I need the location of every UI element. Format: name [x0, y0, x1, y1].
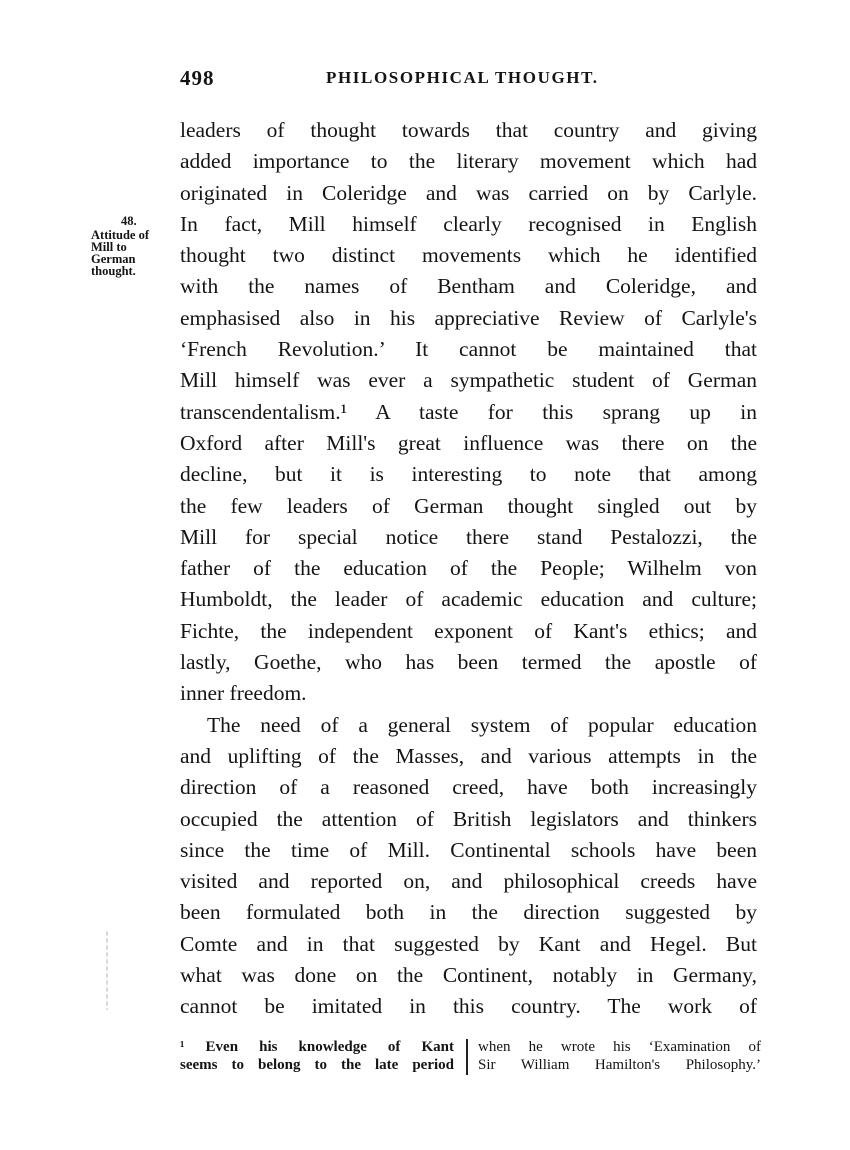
text-line: Humboldt, the leader of academic education and culture; [180, 587, 757, 612]
footnote-divider [466, 1039, 468, 1075]
text-line: In fact, Mill himself clearly recognised in English [180, 211, 757, 236]
text-line: ‘French Revolution.’ It cannot be maintained that [180, 337, 757, 362]
text-line: visited and reported on, and philosophical creeds have [180, 869, 757, 894]
text-line: Fichte, the independent exponent of Kant's ethics; and [180, 618, 757, 643]
text-line: Oxford after Mill's great influence was there on the [180, 430, 757, 455]
running-head [180, 66, 770, 90]
margin-note-line: Attitude of [91, 228, 149, 242]
text-line: and uplifting of the Masses, and various attempts in the [180, 743, 757, 768]
text-line: decline, but it is interesting to note that among [180, 462, 757, 487]
main-text [180, 115, 757, 1023]
margin-dots [106, 930, 108, 1010]
text-line: with the names of Bentham and Coleridge, and [180, 274, 757, 299]
footnote [180, 1038, 765, 1078]
text-line: inner freedom. [180, 681, 307, 706]
margin-note-line: thought. [91, 264, 136, 278]
footnote-line: ¹ Even his knowledge of Kant [180, 1039, 454, 1055]
text-line: direction of a reasoned creed, have both increasingly [180, 775, 757, 800]
text-line: what was done on the Continent, notably in Germany, [180, 963, 757, 988]
text-line: added importance to the literary movement which had [180, 149, 757, 174]
text-line: lastly, Goethe, who has been termed the apostle of [180, 650, 757, 675]
text-line: thought two distinct movements which he identified [180, 243, 757, 268]
footnote-line: Sir William Hamilton's Philosophy.’ [478, 1057, 761, 1073]
text-line: father of the education of the People; Wilhelm von [180, 556, 757, 581]
text-line: been formulated both in the direction suggested by [180, 900, 757, 925]
margin-note-line: Mill to [91, 240, 127, 254]
text-line: transcendentalism.¹ A taste for this sprang up in [180, 399, 757, 424]
running-title: PHILOSOPHICAL THOUGHT. [326, 68, 599, 87]
margin-note-line: German [91, 252, 136, 266]
text-line: leaders of thought towards that country and giving [180, 118, 757, 142]
text-line: originated in Coleridge and was carried on by Carlyle. [180, 180, 757, 205]
footnote-line: seems to belong to the late period [180, 1057, 454, 1073]
margin-note [91, 215, 175, 277]
text-line: emphasised also in his appreciative Review of Carlyle's [180, 305, 757, 330]
text-line: Comte and in that suggested by Kant and Hegel. But [180, 931, 757, 956]
text-line: cannot be imitated in this country. The work of [180, 994, 757, 1019]
text-line: occupied the attention of British legislators and thinkers [180, 806, 757, 831]
text-line: Mill himself was ever a sympathetic student of German [180, 368, 757, 393]
text-line: since the time of Mill. Continental schools have been [180, 837, 757, 862]
footnote-left-column [180, 1038, 454, 1074]
text-line: The need of a general system of popular education [207, 712, 757, 737]
footnote-right-column [478, 1038, 761, 1074]
text-line: Mill for special notice there stand Pestalozzi, the [180, 524, 757, 549]
margin-note-number: 48. [121, 214, 137, 228]
footnote-line: when he wrote his ‘Examination of [478, 1039, 761, 1055]
text-line: the few leaders of German thought singled out by [180, 493, 757, 518]
page-number: 498 [180, 66, 215, 90]
